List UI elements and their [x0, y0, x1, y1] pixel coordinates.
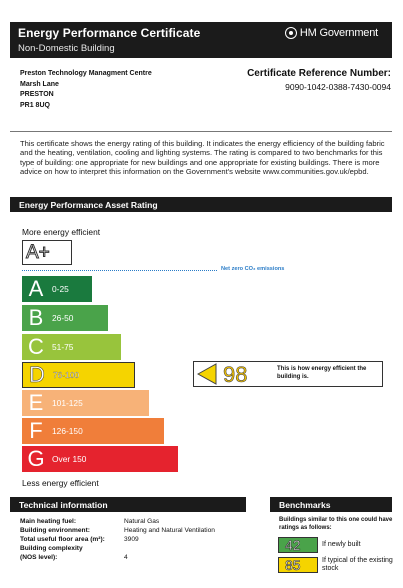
- benchmark-label: If typical of the existing stock: [322, 557, 393, 572]
- net-zero-label: Net zero CO₂ emissions: [221, 266, 285, 272]
- technical-value: Natural Gas: [124, 518, 160, 525]
- less-efficient-label: Less energy efficient: [22, 478, 99, 488]
- address-line: PR1 8UQ: [20, 101, 50, 109]
- band-range: 101-125: [52, 398, 83, 408]
- band-range: 26-50: [52, 313, 74, 323]
- technical-value: 3909: [124, 536, 139, 543]
- certificate-title: Energy Performance Certificate: [18, 26, 201, 40]
- building-address: [20, 69, 152, 111]
- technical-key: Total useful floor area (m²):: [20, 536, 105, 543]
- technical-row: [20, 544, 215, 553]
- band-letter: C: [28, 334, 44, 359]
- band-range: 51-75: [52, 342, 74, 352]
- certificate-reference-number: 9090-1042-0388-7430-0094: [285, 82, 391, 92]
- benchmark-label: If newly built: [322, 541, 361, 548]
- technical-heading: Technical information: [10, 497, 246, 512]
- band-range: 76-100: [53, 370, 80, 380]
- technical-value: 4: [124, 554, 128, 561]
- band-letter: G: [27, 446, 45, 471]
- divider: [10, 131, 392, 132]
- benchmark-arrow: [278, 557, 318, 573]
- benchmark-value: 85: [285, 557, 301, 573]
- band-aplus-label: A+: [26, 242, 50, 263]
- band-letter: D: [29, 362, 45, 387]
- band-c: [22, 334, 121, 360]
- technical-info: [20, 517, 215, 562]
- technical-key: Building complexity: [20, 545, 83, 552]
- address-line: PRESTON: [20, 91, 54, 98]
- technical-key: Main heating fuel:: [20, 518, 77, 525]
- technical-row: [20, 553, 215, 562]
- address-line: Marsh Lane: [20, 80, 59, 88]
- certificate-reference-label: Certificate Reference Number:: [247, 68, 391, 79]
- band-d: [22, 362, 135, 388]
- hm-government-logo: [285, 27, 378, 39]
- technical-row: [20, 517, 215, 526]
- gov-logo-text: HM Government: [299, 27, 378, 39]
- more-efficient-label: More energy efficient: [22, 227, 101, 237]
- certificate-header: [10, 22, 392, 58]
- benchmark-new: [278, 537, 361, 553]
- intro-paragraph: This certificate shows the energy rating of this building. It indicates the energy efficiency of the building fabric and the heating, ventilation, cooling and lighting systems. The rating is compared to two benchmarks for this type of building: one appropriate for new buildings and one appropriate for existing buildings. There is more advice on how to interpret this information on the Government's website www.communities.gov.uk/epbd.: [20, 139, 385, 176]
- band-letter: E: [28, 390, 44, 415]
- net-zero-line: [22, 270, 217, 271]
- band-range: 0-25: [52, 284, 69, 294]
- benchmark-arrow: [278, 537, 318, 553]
- band-a: [22, 276, 92, 302]
- band-letter: F: [29, 418, 43, 443]
- band-range: 126-150: [52, 426, 83, 436]
- technical-row: [20, 535, 215, 544]
- rating-section-heading: Energy Performance Asset Rating: [10, 197, 392, 212]
- band-letter: B: [28, 305, 44, 330]
- band-g: [22, 446, 178, 472]
- band-e: [22, 390, 149, 416]
- arrow-pointer-icon: [194, 362, 221, 386]
- benchmarks-heading: Benchmarks: [270, 497, 392, 512]
- technical-key: (NOS level):: [20, 554, 58, 561]
- certificate-subtitle: Non-Domestic Building: [18, 43, 115, 54]
- technical-row: [20, 526, 215, 535]
- rating-arrow: [193, 361, 383, 387]
- certificate-reference: [247, 68, 391, 92]
- benchmarks-intro: Buildings similar to this one could have ratings as follows:: [279, 517, 393, 531]
- rating-note: This is how energy efficient the building is.: [277, 366, 367, 380]
- band-b: [22, 305, 108, 331]
- benchmark-existing: [278, 557, 402, 573]
- band-letter: A: [28, 276, 44, 301]
- crest-icon: [285, 27, 297, 39]
- technical-key: Building environment:: [20, 527, 90, 534]
- band-f: [22, 418, 164, 444]
- benchmark-value: 42: [285, 537, 301, 553]
- rating-score: 98: [223, 362, 248, 387]
- technical-value: Heating and Natural Ventilation: [124, 527, 215, 534]
- band-aplus: [22, 240, 72, 265]
- address-line: Preston Technology Managment Centre: [20, 70, 152, 77]
- band-range: Over 150: [52, 454, 87, 464]
